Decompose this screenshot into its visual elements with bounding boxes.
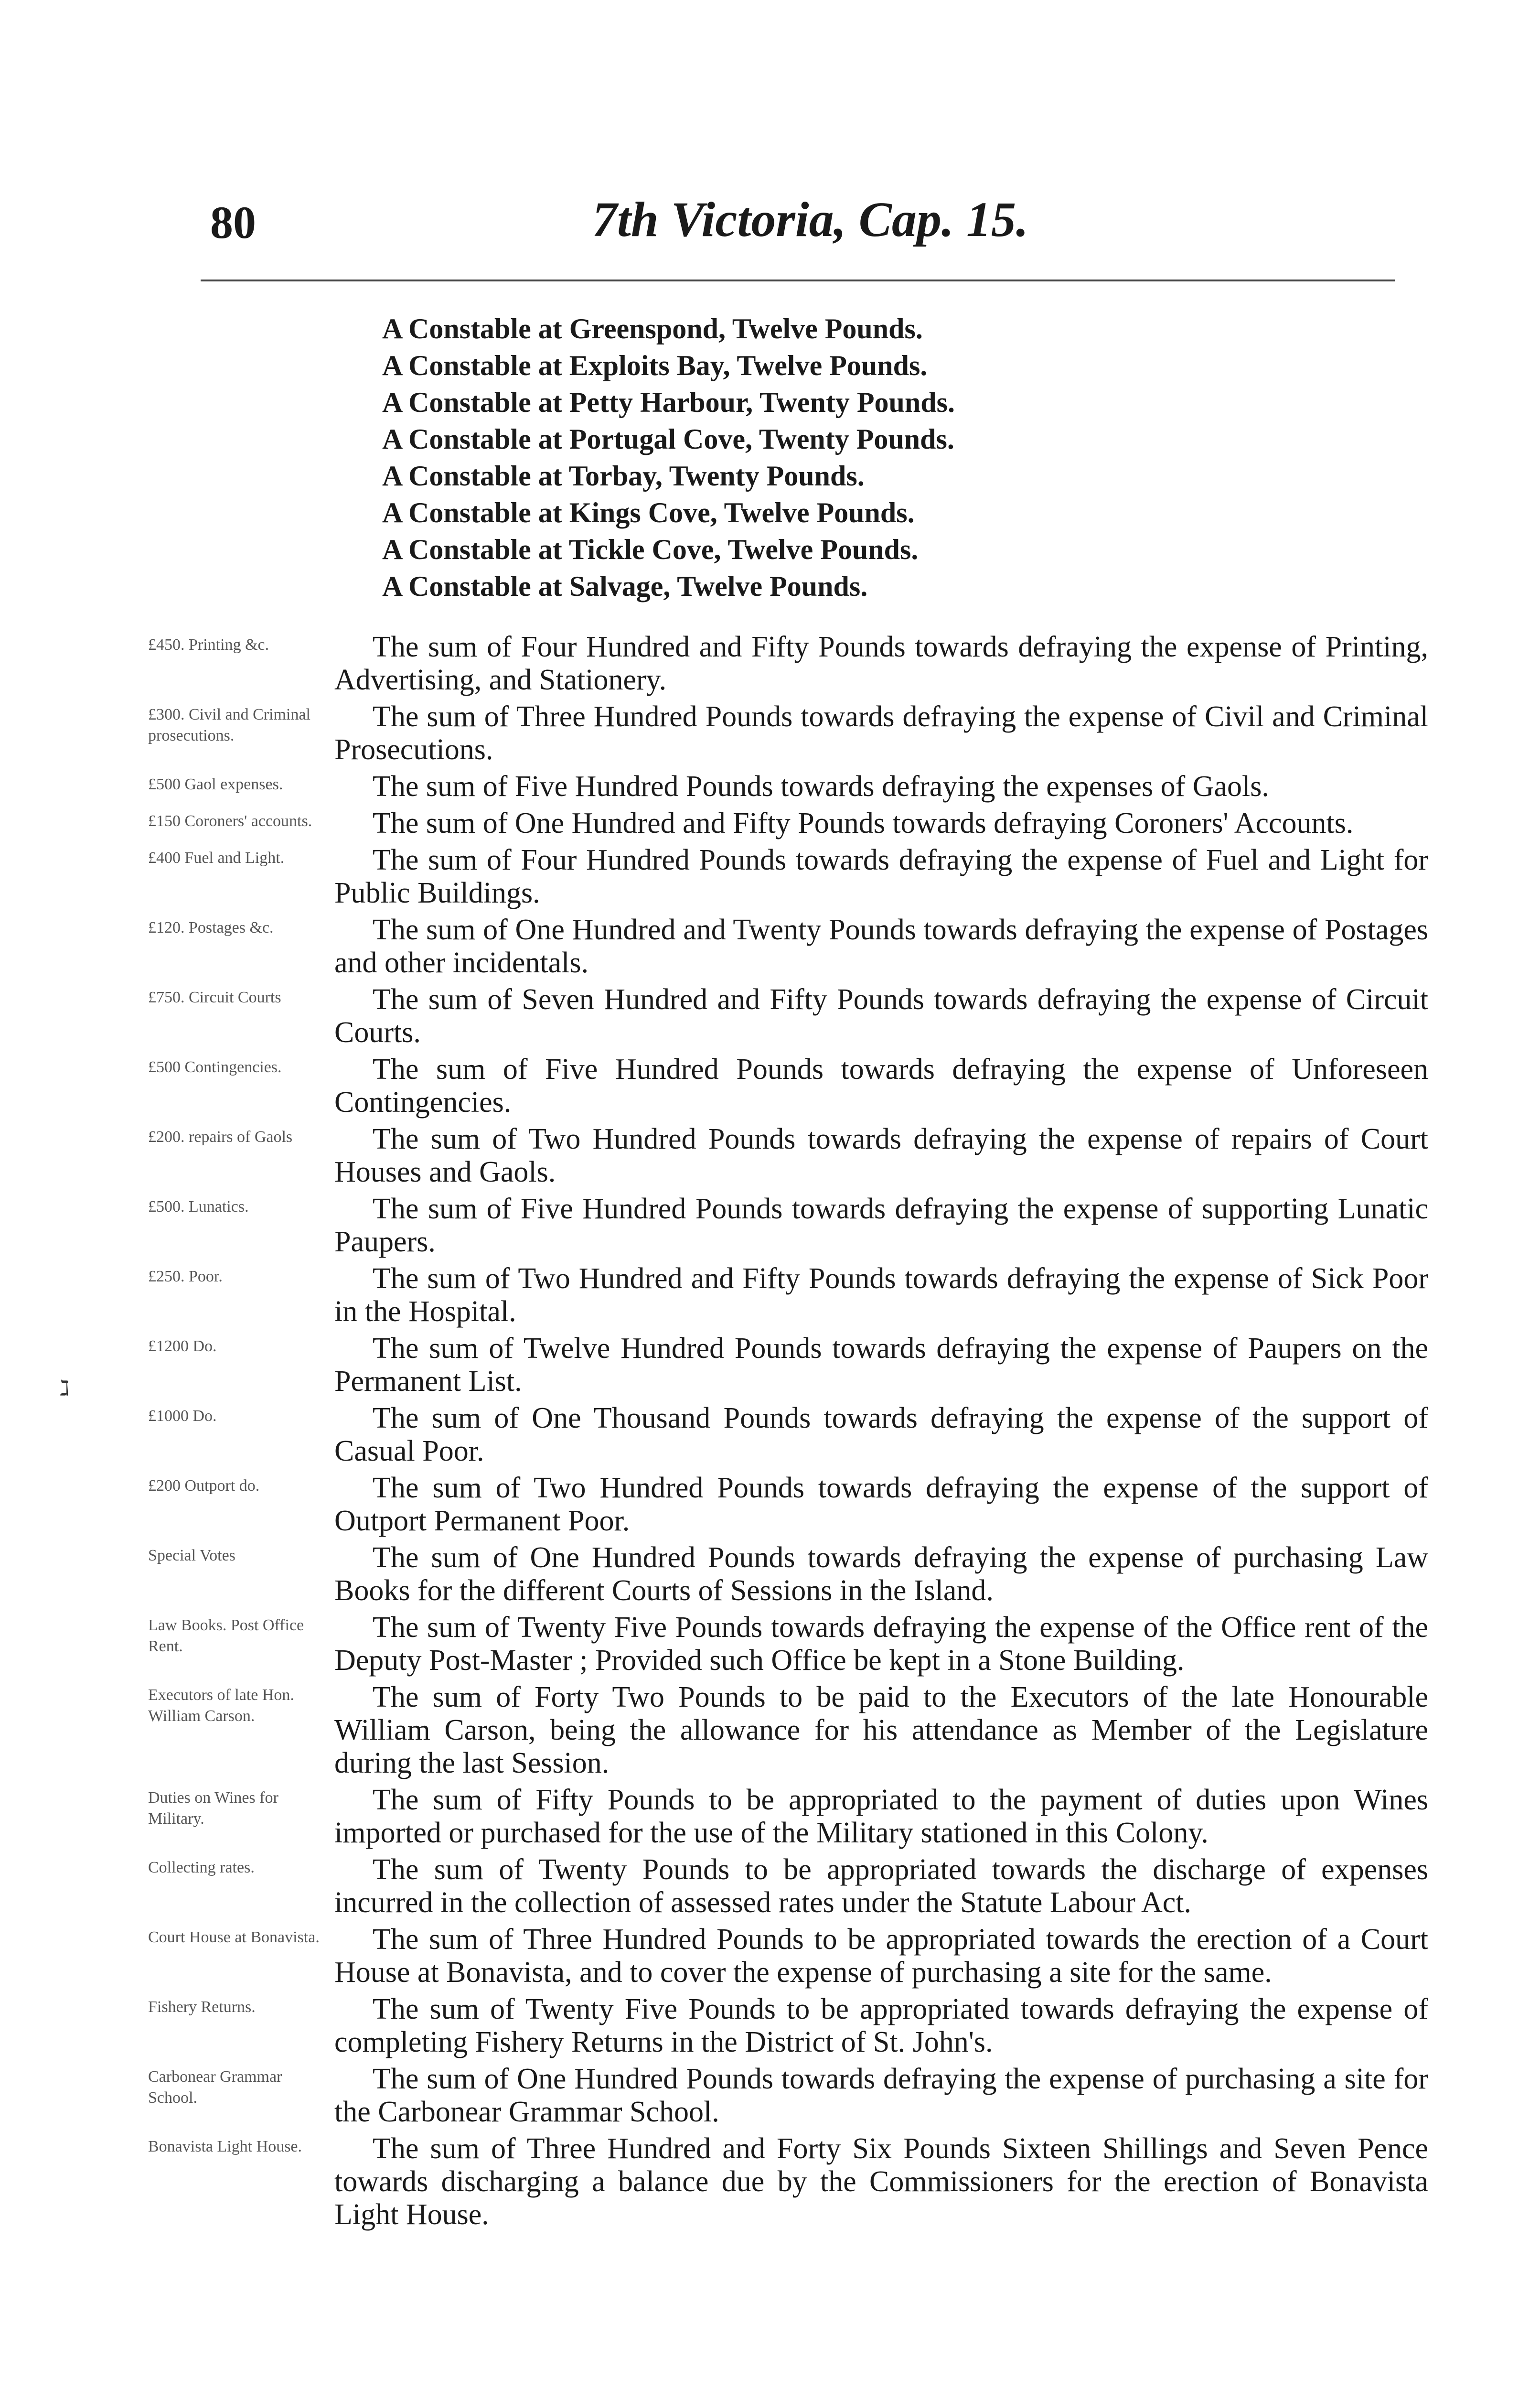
entry xyxy=(148,807,1428,840)
entry xyxy=(148,1123,1428,1189)
margin-note: £500 Gaol expenses. xyxy=(148,775,283,793)
margin-note: Executors of late Hon. William Carson. xyxy=(148,1686,294,1725)
margin-note: £120. Postages &c. xyxy=(148,919,274,936)
constable-line: A Constable at Greenspond, Twelve Pounds. xyxy=(382,313,923,344)
entry-text: The sum of Three Hundred Pounds to be appropriated towards the erection of a Court House at Bonavista, and to cover the expense of purchasing a site for the same. xyxy=(334,1923,1428,1989)
constables-list xyxy=(382,311,1409,605)
entry-text: The sum of Two Hundred and Fifty Pounds towards defraying the expense of Sick Poor in the Hospital. xyxy=(334,1262,1428,1328)
constable-line: A Constable at Petty Harbour, Twenty Pounds. xyxy=(382,387,955,418)
entry-text: The sum of Twelve Hundred Pounds towards defraying the expense of Paupers on the Permanent List. xyxy=(334,1332,1428,1398)
entry-text: The sum of Twenty Pounds to be appropriated towards the discharge of expenses incurred in the collection of assessed rates under the Statute Labour Act. xyxy=(334,1853,1428,1919)
entry xyxy=(148,1681,1428,1780)
entry xyxy=(148,844,1428,910)
entry xyxy=(148,770,1428,803)
entry xyxy=(148,2063,1428,2129)
entry-text: The sum of One Hundred Pounds towards defraying the expense of purchasing Law Books for the different Courts of Sessions in the Island. xyxy=(334,1541,1428,1607)
constable-line: A Constable at Salvage, Twelve Pounds. xyxy=(382,570,868,602)
stray-mark: ℷ xyxy=(60,1377,70,1400)
entry-text: The sum of Five Hundred Pounds towards defraying the expense of supporting Lunatic Paupers. xyxy=(334,1193,1428,1258)
entry-text: The sum of Twenty Five Pounds to be appropriated towards defraying the expense of completing Fishery Returns in the District of St. John's. xyxy=(334,1993,1428,2058)
entry xyxy=(148,700,1428,766)
constable-line: A Constable at Exploits Bay, Twelve Pounds. xyxy=(382,350,928,381)
entry-text: The sum of Three Hundred Pounds towards defraying the expense of Civil and Criminal Prosecutions. xyxy=(334,700,1428,766)
entry xyxy=(148,1332,1428,1398)
margin-note: £750. Circuit Courts xyxy=(148,989,281,1006)
margin-note: £500. Lunatics. xyxy=(148,1198,249,1216)
margin-note: Fishery Returns. xyxy=(148,1998,256,2016)
entry-text: The sum of Fifty Pounds to be appropriated to the payment of duties upon Wines imported or purchased for the use of the Military stationed in this Colony. xyxy=(334,1784,1428,1849)
entry xyxy=(148,2132,1428,2231)
margin-note: £400 Fuel and Light. xyxy=(148,849,285,867)
margin-note: Law Books. Post Office Rent. xyxy=(148,1616,304,1655)
entry xyxy=(148,1402,1428,1468)
entry xyxy=(148,1993,1428,2059)
entry-text: The sum of One Hundred and Fifty Pounds towards defraying Coroners' Accounts. xyxy=(373,807,1354,839)
constable-line: A Constable at Portugal Cove, Twenty Pounds. xyxy=(382,423,954,455)
margin-note: £300. Civil and Criminal prosecutions. xyxy=(148,706,310,744)
entry-text: The sum of Two Hundred Pounds towards defraying the expense of the support of Outport Permanent Poor. xyxy=(334,1472,1428,1537)
entry xyxy=(148,631,1428,697)
running-title: 7th Victoria, Cap. 15. xyxy=(592,192,1029,247)
margin-note: £200 Outport do. xyxy=(148,1477,260,1495)
entry-text: The sum of One Hundred and Twenty Pounds towards defraying the expense of Postages and other incidentals. xyxy=(334,914,1428,979)
constable-line: A Constable at Tickle Cove, Twelve Pounds. xyxy=(382,534,919,565)
entry-text: The sum of Seven Hundred and Fifty Pounds towards defraying the expense of Circuit Courts. xyxy=(334,983,1428,1049)
entry xyxy=(148,1784,1428,1850)
margin-note: £200. repairs of Gaols xyxy=(148,1128,293,1146)
margin-note: Court House at Bonavista. xyxy=(148,1928,320,1946)
constable-line: A Constable at Kings Cove, Twelve Pounds. xyxy=(382,497,915,528)
entry-text: The sum of One Thousand Pounds towards defraying the expense of the support of Casual Poor. xyxy=(334,1402,1428,1467)
entry xyxy=(148,1853,1428,1919)
margin-note: £250. Poor. xyxy=(148,1268,223,1285)
entry xyxy=(148,1472,1428,1538)
margin-note: £1000 Do. xyxy=(148,1407,217,1425)
entry xyxy=(148,1262,1428,1328)
constable-line: A Constable at Torbay, Twenty Pounds. xyxy=(382,460,865,492)
margin-note: £1200 Do. xyxy=(148,1337,217,1355)
entry-text: The sum of Four Hundred and Fifty Pounds towards defraying the expense of Printing, Advertising, and Stationery. xyxy=(334,631,1428,696)
header-rule xyxy=(201,280,1395,281)
entry xyxy=(148,1053,1428,1119)
margin-note: £150 Coroners' accounts. xyxy=(148,812,312,830)
entry-text: The sum of Four Hundred Pounds towards defraying the expense of Fuel and Light for Public Buildings. xyxy=(334,844,1428,909)
margin-note: Collecting rates. xyxy=(148,1859,255,1876)
entry-text: The sum of Three Hundred and Forty Six Pounds Sixteen Shillings and Seven Pence towards discharging a balance due by the Commissioners for the erection of Bonavista Light House. xyxy=(334,2132,1428,2231)
entry-text: The sum of Two Hundred Pounds towards defraying the expense of repairs of Court Houses and Gaols. xyxy=(334,1123,1428,1188)
entry xyxy=(148,983,1428,1049)
entry xyxy=(148,1193,1428,1259)
page-number: 80 xyxy=(210,197,256,248)
entry xyxy=(148,1923,1428,1989)
margin-note: £450. Printing &c. xyxy=(148,636,269,654)
margin-note: Bonavista Light House. xyxy=(148,2138,302,2155)
entry-text: The sum of Five Hundred Pounds towards defraying the expenses of Gaols. xyxy=(373,770,1269,803)
entry xyxy=(148,1541,1428,1607)
margin-note: Special Votes xyxy=(148,1547,235,1564)
entry-text: The sum of One Hundred Pounds towards defraying the expense of purchasing a site for the Carbonear Grammar School. xyxy=(334,2063,1428,2128)
margin-note: Carbonear Grammar School. xyxy=(148,2068,282,2107)
margin-note: £500 Contingencies. xyxy=(148,1058,282,1076)
entry xyxy=(148,914,1428,979)
appropriation-entries xyxy=(148,631,1428,2235)
entry-text: The sum of Twenty Five Pounds towards defraying the expense of the Office rent of the Deputy Post-Master ; Provided such Office be kept in a Stone Building. xyxy=(334,1611,1428,1677)
entry-text: The sum of Forty Two Pounds to be paid to the Executors of the late Honourable William Carson, being the allowance for his attendance as Member of the Legislature during the last Session. xyxy=(334,1681,1428,1779)
margin-note: Duties on Wines for Military. xyxy=(148,1789,278,1828)
entry xyxy=(148,1611,1428,1677)
entry-text: The sum of Five Hundred Pounds towards defraying the expense of Unforeseen Contingencies. xyxy=(334,1053,1428,1119)
